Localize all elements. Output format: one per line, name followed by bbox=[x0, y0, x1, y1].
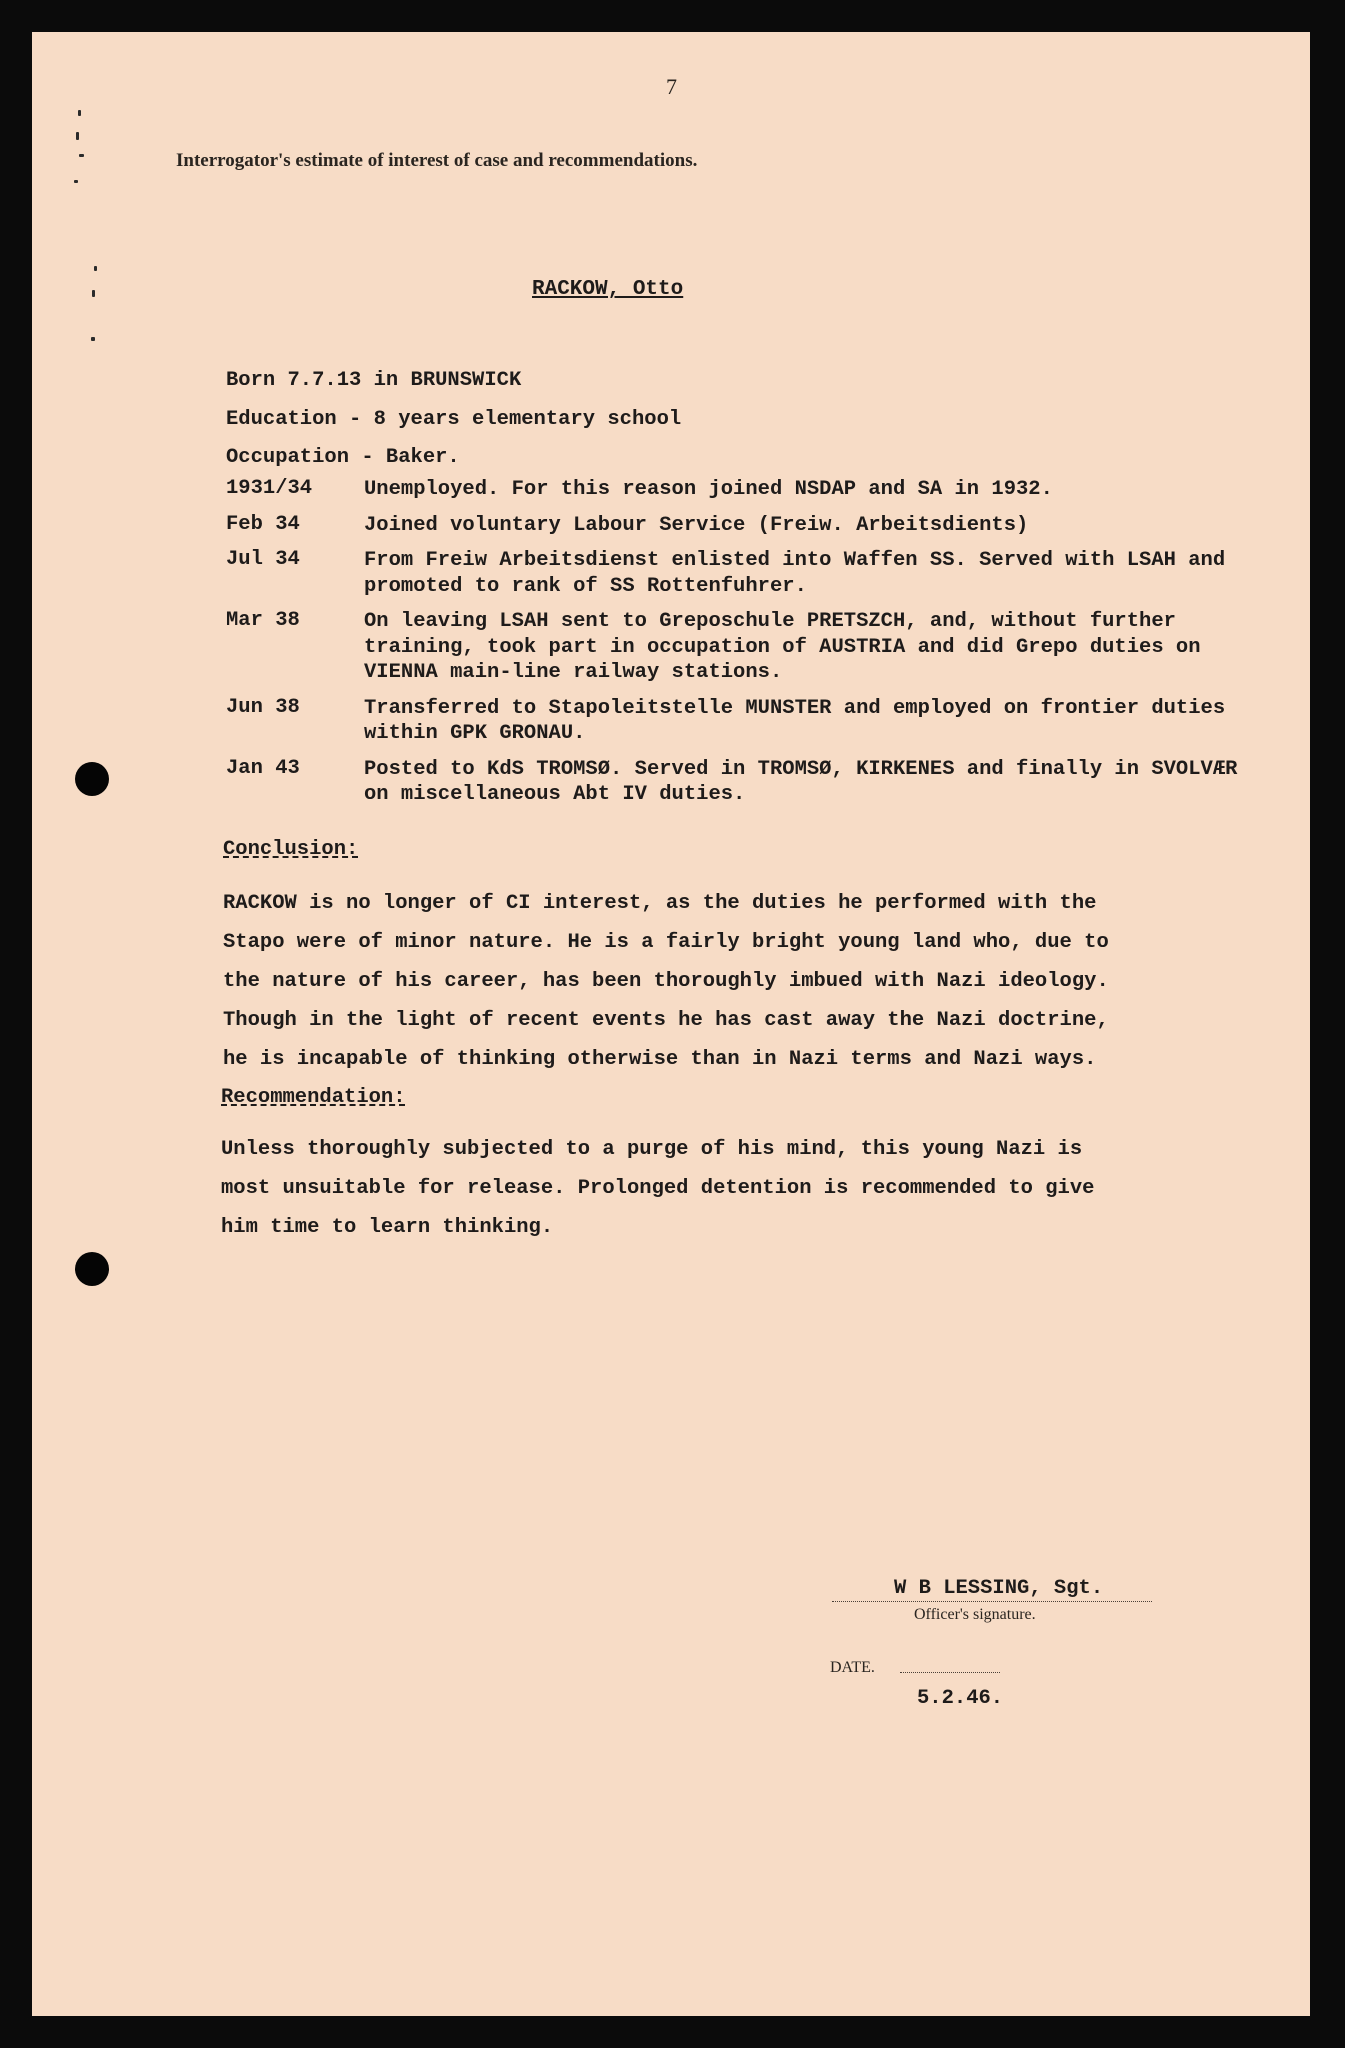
timeline-entry bbox=[226, 757, 1256, 808]
timeline-text: Joined voluntary Labour Service (Freiw. Arbeitsdients) bbox=[364, 513, 1029, 537]
margin-mark bbox=[91, 337, 95, 341]
timeline-text: Posted to KdS TROMSØ. Served in TROMSØ, KIRKENES and finally in SVOLVÆR on miscellaneous Abt IV duties. bbox=[364, 757, 1238, 806]
signature-label: Officer's signature. bbox=[914, 1606, 1036, 1623]
career-timeline bbox=[226, 477, 1256, 818]
timeline-entry bbox=[226, 477, 1256, 503]
timeline-text: From Freiw Arbeitsdienst enlisted into Waffen SS. Served with LSAH and promoted to rank of SS Rottenfuhrer. bbox=[364, 549, 1226, 598]
document-page bbox=[32, 32, 1310, 2016]
margin-mark bbox=[94, 266, 97, 271]
date-line bbox=[900, 1671, 1000, 1673]
paragraph-line: most unsuitable for release. Prolonged detention is recommended to give bbox=[221, 1177, 1095, 1200]
margin-mark bbox=[74, 180, 78, 183]
timeline-text: Transferred to Stapoleitstelle MUNSTER and employed on frontier duties within GPK GRONAU. bbox=[364, 696, 1226, 745]
timeline-date: Jul 34 bbox=[226, 548, 300, 571]
paragraph-line: Though in the light of recent events he has cast away the Nazi doctrine, bbox=[223, 1009, 1109, 1032]
timeline-entry bbox=[226, 696, 1256, 747]
paragraph-line: RACKOW is no longer of CI interest, as the duties he performed with the bbox=[223, 892, 1097, 915]
conclusion-heading: Conclusion: bbox=[223, 838, 359, 861]
form-header: Interrogator's estimate of interest of case and recommendations. bbox=[176, 150, 698, 171]
conclusion-paragraph bbox=[223, 884, 1109, 1079]
signature-name: W B LESSING, Sgt. bbox=[894, 1577, 1104, 1600]
timeline-text: Unemployed. For this reason joined NSDAP and SA in 1932. bbox=[364, 478, 1053, 501]
date-label: DATE. bbox=[830, 1659, 875, 1676]
margin-mark bbox=[78, 110, 81, 116]
signature-line bbox=[832, 1600, 1152, 1602]
subject-name: RACKOW, Otto bbox=[532, 278, 684, 301]
timeline-entry bbox=[226, 609, 1256, 686]
date-value: 5.2.46. bbox=[917, 1687, 1004, 1710]
margin-mark bbox=[92, 290, 95, 297]
recommendation-paragraph bbox=[221, 1130, 1094, 1247]
punch-hole bbox=[75, 1252, 109, 1286]
timeline-entry bbox=[226, 548, 1256, 599]
paragraph-line: he is incapable of thinking otherwise than in Nazi terms and Nazi ways. bbox=[223, 1048, 1097, 1071]
margin-mark bbox=[76, 132, 79, 140]
paragraph-line: Unless thoroughly subjected to a purge of his mind, this young Nazi is bbox=[221, 1138, 1083, 1161]
margin-mark bbox=[79, 154, 84, 157]
education-line: Education - 8 years elementary school bbox=[226, 407, 682, 431]
timeline-date: Feb 34 bbox=[226, 512, 300, 536]
punch-hole bbox=[75, 762, 109, 796]
timeline-date: Jun 38 bbox=[226, 695, 300, 719]
timeline-date: Mar 38 bbox=[226, 609, 300, 632]
timeline-text: On leaving LSAH sent to Greposchule PRETSZCH, and, without further training, took part in occupation of AUSTRIA and did Grepo duties on VIENNA main-line railway stations. bbox=[364, 610, 1201, 684]
paragraph-line: Stapo were of minor nature. He is a fairly bright young land who, due to bbox=[223, 931, 1109, 954]
occupation-line: Occupation - Baker. bbox=[226, 446, 460, 469]
birth-line: Born 7.7.13 in BRUNSWICK bbox=[226, 369, 522, 392]
paragraph-line: him time to learn thinking. bbox=[221, 1216, 554, 1239]
bio-block bbox=[226, 362, 681, 478]
timeline-entry bbox=[226, 513, 1256, 539]
page-number: 7 bbox=[666, 74, 677, 99]
timeline-date: Jan 43 bbox=[226, 756, 300, 780]
paragraph-line: the nature of his career, has been thoroughly imbued with Nazi ideology. bbox=[223, 970, 1109, 993]
timeline-date: 1931/34 bbox=[226, 477, 313, 500]
recommendation-heading: Recommendation: bbox=[221, 1086, 406, 1109]
